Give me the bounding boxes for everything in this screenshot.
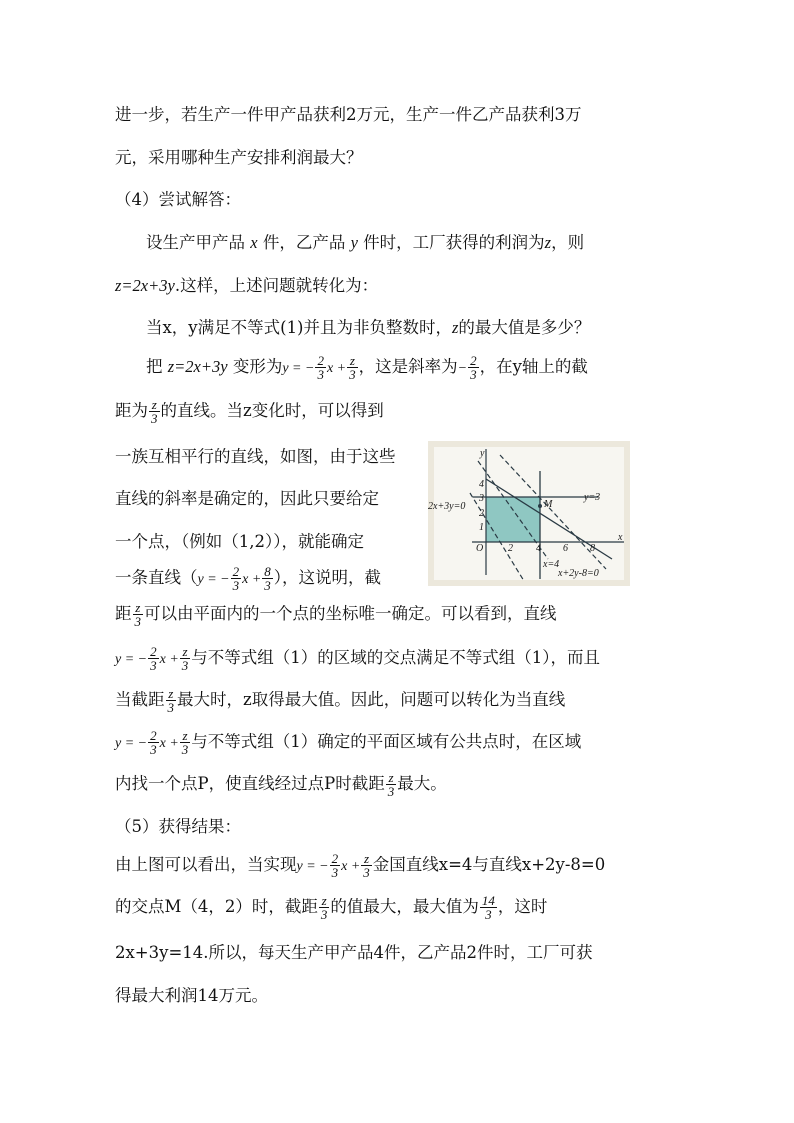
x-tick-label: 4 xyxy=(536,543,541,554)
equation: y = − xyxy=(197,572,230,587)
equation: x + xyxy=(159,652,179,667)
equation: x + xyxy=(326,361,347,376)
y3-line-label: y=3 xyxy=(584,492,601,503)
y-tick-label: 2 xyxy=(479,508,484,519)
feasible-region xyxy=(486,497,540,542)
point-m-label: M xyxy=(544,499,553,510)
fraction: $\frac{14}{3}$ xyxy=(481,893,495,922)
paragraph-line xyxy=(115,397,384,425)
equation: x + xyxy=(159,736,179,751)
paragraph-line xyxy=(115,851,605,881)
fraction: $\frac{2}{3}$ xyxy=(150,728,157,757)
text: 的直线。当z变化时，可以得到 xyxy=(160,401,384,420)
var-x: x xyxy=(250,233,258,252)
equation: − xyxy=(457,361,468,376)
paragraph-line xyxy=(146,316,590,340)
text: 可以由平面内的一个点的坐标唯一确定。可以看到，直线 xyxy=(144,604,557,623)
paragraph-line: 直线的斜率是确定的，因此只要给定 xyxy=(115,489,379,508)
text: 的最大值是多少？ xyxy=(458,318,591,337)
paragraph-line: 得最大利润14万元。 xyxy=(115,986,268,1005)
text: 最大。 xyxy=(397,774,447,793)
x-axis-label: x xyxy=(618,532,623,543)
x4-line-label: x=4 xyxy=(543,559,560,570)
text: 设生产甲产品 xyxy=(146,233,245,252)
x-tick-label: 6 xyxy=(563,543,568,554)
text: 当x，y满足不等式(1)并且为非负整数时， xyxy=(146,318,452,337)
equation: y = − xyxy=(115,652,148,667)
text: 的值最大，最大值为 xyxy=(330,897,479,916)
text: 与不等式组（1）的区域的交点满足不等式组（1），而且 xyxy=(191,648,601,667)
linear-programming-figure xyxy=(428,441,630,586)
fraction: $\frac{2}{3}$ xyxy=(232,564,240,593)
text: 件，乙产品 xyxy=(262,233,346,252)
text: 变形为 xyxy=(232,357,283,376)
text: 最大时，z取得最大值。因此，问题可以转化为当直线 xyxy=(177,690,566,709)
left-line-label: 2x+3y=0 xyxy=(428,501,466,512)
paragraph-line xyxy=(115,686,565,714)
text: 把 xyxy=(146,357,163,376)
fraction: $\frac{2}{3}$ xyxy=(470,353,477,382)
point-m xyxy=(538,504,542,508)
equation: y = − xyxy=(282,361,315,376)
equation: y = − xyxy=(296,859,329,874)
text: 与不等式组（1）确定的平面区域有公共点时，在区域 xyxy=(191,732,582,751)
equation: z=2x+3y xyxy=(115,276,175,295)
y-tick-label: 1 xyxy=(479,522,484,533)
paragraph-line xyxy=(115,728,581,758)
text: 距 xyxy=(115,604,132,623)
var-z: z xyxy=(452,318,459,337)
text: ，这是斜率为 xyxy=(358,357,458,376)
equation: y = − xyxy=(115,736,148,751)
paragraph-line: 元，采用哪种生产安排利润最大？ xyxy=(115,148,363,167)
text: 金国直线x=4与直线x+2y-8=0 xyxy=(372,855,606,874)
paragraph-line xyxy=(115,564,381,594)
fraction: $\frac{z}{3}$ xyxy=(320,893,328,922)
fraction: $\frac{z}{3}$ xyxy=(181,728,189,757)
x-tick-label: 8 xyxy=(590,543,595,554)
fraction: $\frac{z}{3}$ xyxy=(349,353,356,382)
text: 一条直线（ xyxy=(115,568,198,587)
paragraph-line xyxy=(115,893,547,921)
fraction: $\frac{z}{3}$ xyxy=(181,644,189,673)
fraction: $\frac{z}{3}$ xyxy=(134,600,141,629)
equation: x + xyxy=(341,859,361,874)
y-tick-label: 4 xyxy=(479,479,484,490)
paragraph-line: 一个点，（例如（1,2）），就能确定 xyxy=(115,532,364,551)
text: 件时，工厂获得的利润为 xyxy=(363,233,545,252)
text: 距为 xyxy=(115,401,148,420)
text: 的交点M（4，2）时，截距 xyxy=(115,897,318,916)
paragraph-line xyxy=(115,644,600,674)
text: 由上图可以看出，当实现 xyxy=(115,855,297,874)
text: 内找一个点P，使直线经过点P时截距 xyxy=(115,774,385,793)
text: ，则 xyxy=(551,233,585,252)
equation: x + xyxy=(242,572,262,587)
paragraph-line xyxy=(115,274,378,298)
paragraph-line: 一族互相平行的直线，如图，由于这些 xyxy=(115,447,396,466)
paragraph-line xyxy=(146,353,588,383)
paragraph-line: 2x+3y=14.所以，每天生产甲产品4件，乙产品2件时，工厂可获 xyxy=(115,943,593,962)
fraction: $\frac{2}{3}$ xyxy=(331,851,339,880)
paragraph-line: 进一步，若生产一件甲产品获利2万元，生产一件乙产品获利3万 xyxy=(115,105,582,124)
paragraph-line xyxy=(115,770,447,798)
var-z: z xyxy=(544,233,552,252)
x-tick-label: 2 xyxy=(508,543,513,554)
paragraph-line xyxy=(146,231,584,255)
text: 当截距 xyxy=(115,690,165,709)
fraction: $\frac{2}{3}$ xyxy=(317,353,324,382)
section-heading: （5）获得结果： xyxy=(115,817,241,836)
fraction: $\frac{z}{3}$ xyxy=(363,851,370,880)
fraction: $\frac{z}{3}$ xyxy=(387,770,395,799)
text: .这样，上述问题就转化为： xyxy=(174,276,379,295)
fraction: $\frac{8}{3}$ xyxy=(264,564,271,593)
fraction: $\frac{z}{3}$ xyxy=(167,686,174,715)
text: ，这时 xyxy=(497,897,548,916)
origin-label: O xyxy=(476,543,484,554)
var-y: y xyxy=(350,233,358,252)
y-tick-label: 3 xyxy=(479,493,484,504)
paragraph-line xyxy=(115,600,557,628)
equation: z=2x+3y xyxy=(167,357,228,376)
line2-label: x+2y-8=0 xyxy=(558,568,599,579)
fraction: $\frac{2}{3}$ xyxy=(150,644,157,673)
y-axis-label: y xyxy=(480,448,485,459)
text: ，在y轴上的截 xyxy=(479,357,588,376)
fraction: $\frac{z}{3}$ xyxy=(151,397,158,426)
text: ），这说明，截 xyxy=(273,568,382,587)
section-heading: （4）尝试解答： xyxy=(115,190,241,209)
